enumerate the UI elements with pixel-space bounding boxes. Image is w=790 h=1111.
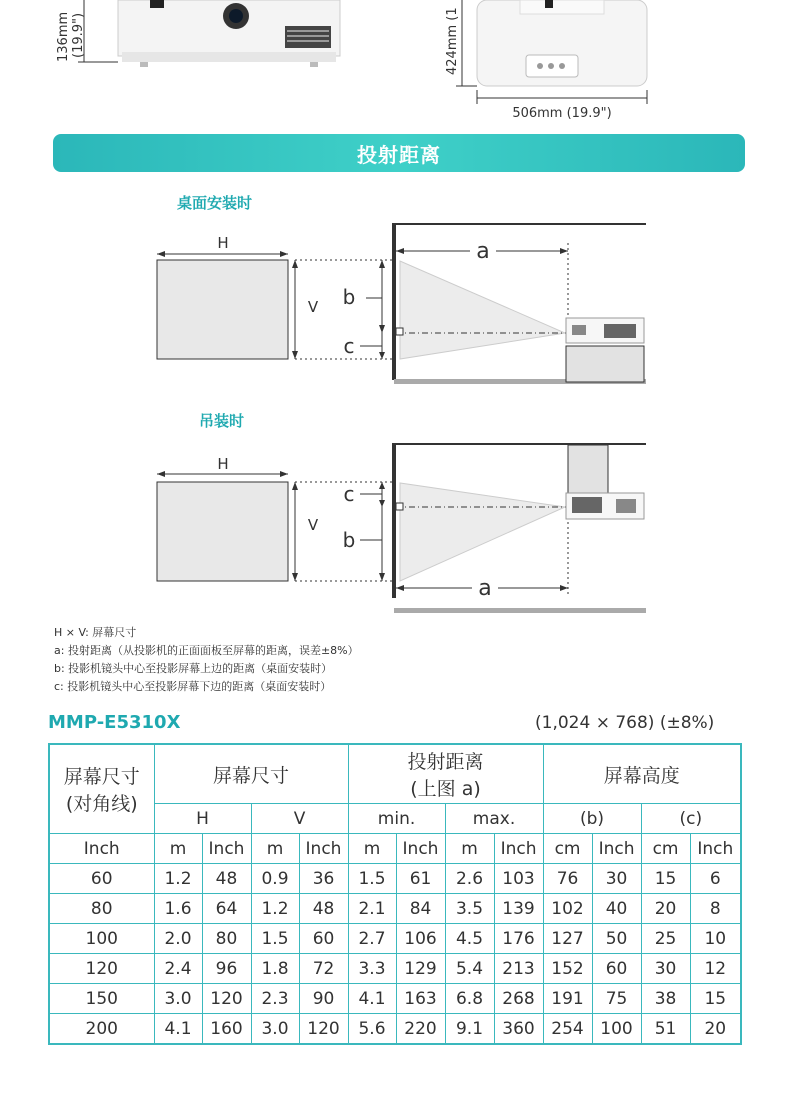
table-cell: 3.0 xyxy=(251,1014,299,1045)
table-cell: 12 xyxy=(690,954,741,984)
ceiling-install-title: 吊装时 xyxy=(199,412,245,430)
legend-a: a: 投射距离（从投影机的正面面板至屏幕的距离，误差±8%） xyxy=(54,644,359,657)
ceiling-a-label: a xyxy=(478,576,492,601)
table-cell: 64 xyxy=(202,894,251,924)
ceiling-h-label: H xyxy=(217,455,229,473)
header-diagonal-line1: 屏幕尺寸 xyxy=(63,766,140,788)
header-screen-size: 屏幕尺寸 xyxy=(154,744,348,804)
sub-b: (b) xyxy=(543,804,641,834)
unit-cell: cm xyxy=(543,834,592,864)
table-cell: 1.5 xyxy=(348,864,396,894)
unit-cell: Inch xyxy=(494,834,543,864)
ceiling-projector-icon xyxy=(566,445,644,519)
table-cell: 40 xyxy=(592,894,641,924)
table-cell: 30 xyxy=(592,864,641,894)
table-cell: 3.3 xyxy=(348,954,396,984)
table-cell: 25 xyxy=(641,924,690,954)
banner-title: 投射距离 xyxy=(357,142,441,167)
legend-c: c: 投影机镜头中心至投影屏幕下边的距离（桌面安装时） xyxy=(54,680,332,693)
header-throw-distance xyxy=(348,744,543,804)
table-cell: 6.8 xyxy=(445,984,494,1014)
unit-cell: m xyxy=(445,834,494,864)
unit-cell: m xyxy=(348,834,396,864)
bottom-dimension-label: 506mm (19.9") xyxy=(512,106,612,121)
header-diagonal xyxy=(49,744,154,834)
table-cell: 20 xyxy=(641,894,690,924)
desk-projector-icon xyxy=(566,318,644,382)
table-row xyxy=(49,924,741,954)
table-cell: 48 xyxy=(299,894,348,924)
desk-install-diagram xyxy=(0,215,790,395)
left-dimension-sub: (19.9") xyxy=(71,12,86,58)
table-cell: 129 xyxy=(396,954,445,984)
unit-cell: Inch xyxy=(202,834,251,864)
table-cell: 1.6 xyxy=(154,894,202,924)
unit-cell: Inch xyxy=(592,834,641,864)
product-dimension-views xyxy=(0,0,790,130)
ceiling-install-diagram xyxy=(0,437,790,622)
table-cell: 20 xyxy=(690,1014,741,1045)
desk-v-label: V xyxy=(307,298,319,316)
sub-max: max. xyxy=(445,804,543,834)
table-cell: 90 xyxy=(299,984,348,1014)
table-cell: 60 xyxy=(592,954,641,984)
table-row xyxy=(49,1014,741,1045)
row-size-cell: 60 xyxy=(49,864,154,894)
unit-cell: Inch xyxy=(690,834,741,864)
table-cell: 100 xyxy=(592,1014,641,1045)
table-cell: 72 xyxy=(299,954,348,984)
unit-cell: cm xyxy=(641,834,690,864)
table-cell: 1.8 xyxy=(251,954,299,984)
table-cell: 96 xyxy=(202,954,251,984)
table-row xyxy=(49,894,741,924)
header-throw-line2: (上图 a) xyxy=(410,778,481,800)
table-body xyxy=(49,864,741,1045)
table-cell: 4.5 xyxy=(445,924,494,954)
ceiling-v-label: V xyxy=(307,516,319,534)
table-cell: 10 xyxy=(690,924,741,954)
sub-min: min. xyxy=(348,804,445,834)
unit-cell: Inch xyxy=(49,834,154,864)
row-size-cell: 200 xyxy=(49,1014,154,1045)
desk-a-label: a xyxy=(476,239,490,264)
table-cell: 1.2 xyxy=(251,894,299,924)
table-cell: 3.0 xyxy=(154,984,202,1014)
table-row xyxy=(49,954,741,984)
legend-b: b: 投影机镜头中心至投影屏幕上边的距离（桌面安装时） xyxy=(54,662,333,675)
table-cell: 191 xyxy=(543,984,592,1014)
desk-h-label: H xyxy=(217,234,229,252)
header-diagonal-line2: (对角线) xyxy=(65,793,138,815)
table-cell: 3.5 xyxy=(445,894,494,924)
table-cell: 5.4 xyxy=(445,954,494,984)
row-size-cell: 150 xyxy=(49,984,154,1014)
table-cell: 360 xyxy=(494,1014,543,1045)
table-cell: 84 xyxy=(396,894,445,924)
table-cell: 2.7 xyxy=(348,924,396,954)
sub-v: V xyxy=(251,804,348,834)
unit-cell: m xyxy=(154,834,202,864)
throw-distance-table xyxy=(48,743,742,1045)
table-cell: 38 xyxy=(641,984,690,1014)
table-cell: 1.5 xyxy=(251,924,299,954)
desk-install-title: 桌面安装时 xyxy=(177,194,253,212)
table-header-row xyxy=(49,744,741,804)
table-cell: 254 xyxy=(543,1014,592,1045)
table-cell: 106 xyxy=(396,924,445,954)
table-cell: 80 xyxy=(202,924,251,954)
table-cell: 176 xyxy=(494,924,543,954)
unit-cell: m xyxy=(251,834,299,864)
table-cell: 268 xyxy=(494,984,543,1014)
table-row xyxy=(49,864,741,894)
table-cell: 9.1 xyxy=(445,1014,494,1045)
model-name: MMP-E5310X xyxy=(48,712,181,733)
unit-cell: Inch xyxy=(299,834,348,864)
table-row xyxy=(49,984,741,1014)
table-cell: 15 xyxy=(641,864,690,894)
ceiling-b-label: b xyxy=(342,528,356,552)
table-cell: 102 xyxy=(543,894,592,924)
unit-cell: Inch xyxy=(396,834,445,864)
left-dimension-label: 136mm xyxy=(56,11,71,62)
table-cell: 5.6 xyxy=(348,1014,396,1045)
table-cell: 8 xyxy=(690,894,741,924)
table-cell: 2.0 xyxy=(154,924,202,954)
table-cell: 2.3 xyxy=(251,984,299,1014)
table-cell: 48 xyxy=(202,864,251,894)
table-cell: 152 xyxy=(543,954,592,984)
table-cell: 103 xyxy=(494,864,543,894)
table-cell: 30 xyxy=(641,954,690,984)
table-cell: 120 xyxy=(202,984,251,1014)
table-cell: 139 xyxy=(494,894,543,924)
table-cell: 2.6 xyxy=(445,864,494,894)
table-cell: 2.1 xyxy=(348,894,396,924)
table-cell: 6 xyxy=(690,864,741,894)
legend-hv: H × V: 屏幕尺寸 xyxy=(54,626,137,639)
table-cell: 61 xyxy=(396,864,445,894)
table-units-row xyxy=(49,834,741,864)
projector-top-view xyxy=(477,0,647,86)
table-cell: 1.2 xyxy=(154,864,202,894)
table-cell: 4.1 xyxy=(154,1014,202,1045)
table-cell: 160 xyxy=(202,1014,251,1045)
desk-c-label: c xyxy=(343,334,355,358)
header-throw-line1: 投射距离 xyxy=(407,751,484,773)
row-size-cell: 120 xyxy=(49,954,154,984)
desk-b-label: b xyxy=(342,285,356,309)
table-cell: 75 xyxy=(592,984,641,1014)
ceiling-c-label: c xyxy=(343,482,355,506)
table-cell: 0.9 xyxy=(251,864,299,894)
table-cell: 15 xyxy=(690,984,741,1014)
table-cell: 220 xyxy=(396,1014,445,1045)
right-dimension-label: 424mm (1 xyxy=(445,7,460,75)
sub-h: H xyxy=(154,804,251,834)
table-cell: 163 xyxy=(396,984,445,1014)
table-cell: 4.1 xyxy=(348,984,396,1014)
sub-c: (c) xyxy=(641,804,741,834)
table-cell: 127 xyxy=(543,924,592,954)
table-cell: 50 xyxy=(592,924,641,954)
row-size-cell: 100 xyxy=(49,924,154,954)
row-size-cell: 80 xyxy=(49,894,154,924)
projector-front-view xyxy=(118,0,340,67)
table-cell: 2.4 xyxy=(154,954,202,984)
table-cell: 60 xyxy=(299,924,348,954)
table-cell: 76 xyxy=(543,864,592,894)
table-cell: 51 xyxy=(641,1014,690,1045)
table-cell: 213 xyxy=(494,954,543,984)
table-cell: 120 xyxy=(299,1014,348,1045)
table-cell: 36 xyxy=(299,864,348,894)
resolution-note: (1,024 × 768) (±8%) xyxy=(535,713,715,733)
section-banner xyxy=(53,134,745,172)
header-screen-height: 屏幕高度 xyxy=(543,744,741,804)
